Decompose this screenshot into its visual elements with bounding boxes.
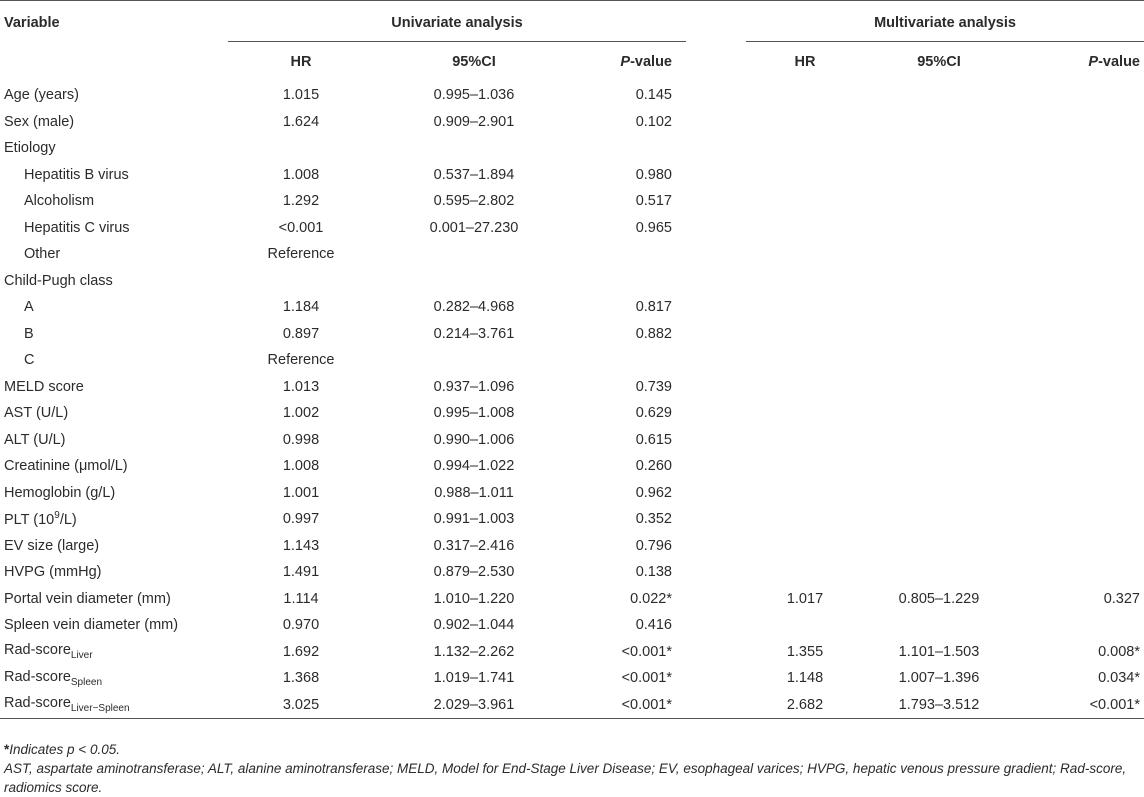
variable-cell: Rad-score$_{Spleen}$ (4, 668, 103, 688)
variable-cell: HVPG (mmHg) (4, 564, 102, 581)
variable-cell: Creatinine (μmol/L) (4, 458, 128, 475)
u-hr-cell: 0.998 (282, 431, 320, 448)
variable-cell: Rad-score$_{Liver}$ (4, 642, 93, 662)
u-ci-cell: 0.995–1.008 (433, 405, 515, 422)
m-p-cell (1014, 612, 1144, 639)
variable-cell: EV size (large) (4, 537, 100, 554)
u-hr-header: HR (228, 42, 374, 83)
m-p-cell: 0.327 (1103, 590, 1140, 607)
variable-header: Variable (4, 15, 60, 32)
u-hr-cell (228, 268, 374, 295)
u-ci-cell: 0.988–1.011 (434, 484, 514, 501)
m-hr-cell (746, 294, 864, 321)
m-hr-cell (746, 453, 864, 480)
table-row (0, 188, 1144, 215)
u-p-cell: 0.260 (635, 458, 672, 475)
u-ci-cell: 0.879–2.530 (433, 564, 515, 581)
m-hr-cell (746, 241, 864, 268)
spacer (686, 109, 746, 136)
m-p-cell (1014, 294, 1144, 321)
m-hr-cell (746, 188, 864, 215)
table-row (0, 612, 1144, 639)
m-ci-cell (864, 559, 1014, 586)
u-hr-cell: 0.970 (282, 617, 320, 634)
m-ci-cell (864, 374, 1014, 401)
m-p-cell (1014, 559, 1144, 586)
m-ci-cell (864, 533, 1014, 560)
u-hr-cell: 3.025 (282, 696, 320, 713)
variable-cell: PLT $(10^9/L)$ (4, 510, 77, 529)
table-row (0, 268, 1144, 295)
m-hr-cell (746, 506, 864, 533)
u-hr-cell: 1.008 (282, 166, 320, 183)
u-p-cell: 0.980 (635, 166, 672, 183)
u-ci-cell: 0.317–2.416 (433, 537, 515, 554)
table-row (0, 347, 1144, 374)
variable-cell: B (24, 325, 34, 342)
u-hr-cell (228, 135, 374, 162)
u-p-cell: 0.102 (635, 113, 672, 130)
u-hr-cell: 1.292 (282, 193, 320, 210)
m-ci-cell: 1.007–1.396 (898, 670, 980, 687)
m-p-cell (1014, 268, 1144, 295)
table-row (0, 162, 1144, 189)
variable-cell: Alcoholism (24, 193, 95, 210)
m-hr-cell (746, 109, 864, 136)
variable-cell: Sex (male) (4, 113, 75, 130)
u-hr-cell: 0.997 (282, 511, 320, 528)
variable-cell: Child-Pugh class (4, 272, 113, 289)
m-ci-cell (864, 400, 1014, 427)
table-row (0, 533, 1144, 560)
m-ci-cell (864, 268, 1014, 295)
m-hr-cell (746, 374, 864, 401)
spacer (686, 268, 746, 295)
spacer (686, 506, 746, 533)
variable-cell: ALT (U/L) (4, 431, 66, 448)
u-ci-cell (374, 241, 574, 268)
u-ci-cell: 1.010–1.220 (433, 590, 515, 607)
m-ci-cell (864, 427, 1014, 454)
u-p-cell (574, 241, 686, 268)
m-ci-cell (864, 109, 1014, 136)
variable-cell: AST (U/L) (4, 405, 69, 422)
spacer (686, 135, 746, 162)
spacer (686, 453, 746, 480)
m-p-cell (1014, 241, 1144, 268)
spacer (686, 347, 746, 374)
u-p-cell: 0.796 (635, 537, 672, 554)
spacer (686, 241, 746, 268)
u-p-cell: 0.817 (635, 299, 672, 316)
u-p-cell: 0.882 (635, 325, 672, 342)
u-ci-header: 95%CI (374, 42, 574, 83)
m-hr-cell (746, 533, 864, 560)
variable-cell: Hepatitis B virus (24, 166, 129, 183)
spacer (686, 559, 746, 586)
table-row (0, 559, 1144, 586)
m-p-cell (1014, 427, 1144, 454)
u-hr-cell: 1.184 (282, 299, 320, 316)
m-ci-cell (864, 162, 1014, 189)
m-hr-cell (746, 400, 864, 427)
u-hr-cell: 1.015 (282, 87, 320, 104)
univariate-header: Univariate analysis (391, 15, 523, 31)
spacer (686, 188, 746, 215)
u-ci-cell: 0.214–3.761 (433, 325, 515, 342)
table-row (0, 321, 1144, 348)
header-row-columns (0, 42, 1144, 83)
m-p-cell (1014, 480, 1144, 507)
spacer (686, 427, 746, 454)
variable-cell: Age (years) (4, 87, 79, 104)
variable-cell: Other (24, 246, 61, 263)
m-hr-cell (746, 321, 864, 348)
u-p-cell: 0.739 (635, 378, 672, 395)
u-ci-cell: 0.991–1.003 (433, 511, 515, 528)
spacer (686, 612, 746, 639)
variable-cell: C (24, 352, 35, 369)
spacer (686, 400, 746, 427)
u-p-cell: 0.629 (635, 405, 672, 422)
u-p-cell: 0.965 (635, 219, 672, 236)
header-row-groups (0, 1, 1144, 42)
variable-cell: Rad-score$_{Liver-Spleen}$ (4, 695, 130, 715)
u-ci-cell: 0.937–1.096 (433, 378, 515, 395)
variable-cell: Hemoglobin (g/L) (4, 484, 116, 501)
m-p-cell (1014, 400, 1144, 427)
m-hr-cell (746, 347, 864, 374)
m-hr-cell (746, 268, 864, 295)
u-ci-cell: 0.902–1.044 (433, 617, 515, 634)
u-ci-cell: 0.537–1.894 (433, 166, 515, 183)
u-p-cell: 0.416 (635, 617, 672, 634)
m-p-header: P-value (1014, 42, 1144, 83)
m-p-cell (1014, 347, 1144, 374)
u-p-cell: <0.001* (621, 670, 672, 687)
m-ci-cell (864, 135, 1014, 162)
m-ci-cell (864, 241, 1014, 268)
spacer (686, 321, 746, 348)
m-hr-cell (746, 215, 864, 242)
u-hr-cell: 1.002 (282, 405, 320, 422)
u-p-cell (574, 347, 686, 374)
m-hr-cell (746, 427, 864, 454)
u-p-cell: 0.138 (635, 564, 672, 581)
spacer (686, 480, 746, 507)
table-row (0, 480, 1144, 507)
m-p-cell: <0.001* (1089, 696, 1140, 713)
m-ci-cell (864, 294, 1014, 321)
table-row (0, 453, 1144, 480)
m-hr-cell: 1.148 (786, 670, 824, 687)
abbreviations-note: AST, aspartate aminotransferase; ALT, alanine aminotransferase; MELD, Model for End-Stage Liver Disease; EV, esophageal varices; HVPG, hepatic venous pressure gradient; Rad-score, radiomics score. (4, 761, 1127, 795)
m-ci-cell (864, 506, 1014, 533)
table-row (0, 506, 1144, 533)
u-ci-cell: 0.595–2.802 (433, 193, 515, 210)
u-hr-cell: Reference (267, 246, 335, 263)
u-p-cell (574, 268, 686, 295)
spacer (686, 665, 746, 692)
u-hr-cell: <0.001 (278, 219, 324, 236)
spacer (686, 692, 746, 719)
m-hr-cell: 1.355 (786, 643, 824, 660)
m-p-cell: 0.008* (1098, 643, 1140, 660)
table-row (0, 400, 1144, 427)
variable-cell: Portal vein diameter (mm) (4, 590, 171, 607)
table-row (0, 692, 1144, 719)
u-hr-cell: 1.491 (282, 564, 320, 581)
m-p-cell (1014, 506, 1144, 533)
table-row (0, 639, 1144, 666)
table-row (0, 82, 1144, 109)
u-ci-cell (374, 135, 574, 162)
spacer (686, 374, 746, 401)
m-hr-cell (746, 82, 864, 109)
u-hr-cell: 1.114 (283, 590, 319, 607)
u-p-cell: 0.615 (635, 431, 672, 448)
m-hr-cell (746, 612, 864, 639)
multivariate-header: Multivariate analysis (874, 15, 1016, 31)
m-hr-cell (746, 135, 864, 162)
m-p-cell: 0.034* (1098, 670, 1140, 687)
spacer (686, 639, 746, 666)
m-p-cell (1014, 109, 1144, 136)
u-ci-cell: 0.909–2.901 (433, 113, 515, 130)
u-hr-cell: 1.008 (282, 458, 320, 475)
m-ci-cell: 0.805–1.229 (898, 590, 980, 607)
m-p-cell (1014, 321, 1144, 348)
m-p-cell (1014, 453, 1144, 480)
u-p-cell: 0.022* (630, 590, 672, 607)
variable-cell: Etiology (4, 140, 56, 157)
m-ci-cell (864, 215, 1014, 242)
u-hr-cell: 1.368 (282, 670, 320, 687)
m-ci-cell (864, 82, 1014, 109)
u-p-cell: 0.145 (635, 87, 672, 104)
m-ci-cell (864, 321, 1014, 348)
u-ci-cell: 0.994–1.022 (433, 458, 515, 475)
m-p-cell (1014, 533, 1144, 560)
m-ci-cell (864, 612, 1014, 639)
table-row (0, 109, 1144, 136)
u-ci-cell (374, 347, 574, 374)
u-hr-cell: 1.013 (282, 378, 320, 395)
table-row (0, 586, 1144, 613)
table-footnotes (4, 740, 1134, 797)
m-hr-header: HR (746, 42, 864, 83)
m-p-cell (1014, 188, 1144, 215)
spacer (686, 162, 746, 189)
m-hr-cell: 1.017 (786, 590, 824, 607)
m-hr-cell (746, 162, 864, 189)
table-row (0, 427, 1144, 454)
m-ci-cell (864, 480, 1014, 507)
m-p-cell (1014, 215, 1144, 242)
u-p-header: P-value (574, 42, 686, 83)
table-body (0, 82, 1144, 719)
variable-cell: MELD score (4, 378, 84, 395)
spacer (686, 215, 746, 242)
u-ci-cell (374, 268, 574, 295)
u-p-cell (574, 135, 686, 162)
spacer (686, 586, 746, 613)
spacer (686, 82, 746, 109)
table-row (0, 135, 1144, 162)
m-p-cell (1014, 374, 1144, 401)
m-p-cell (1014, 135, 1144, 162)
variable-cell: Spleen vein diameter (mm) (4, 617, 179, 634)
u-hr-cell: 1.624 (282, 113, 320, 130)
u-hr-cell: 1.692 (282, 643, 320, 660)
u-p-cell: 0.517 (635, 193, 672, 210)
variable-cell: Hepatitis C virus (24, 219, 130, 236)
u-ci-cell: 0.282–4.968 (433, 299, 515, 316)
u-p-cell: 0.962 (635, 484, 672, 501)
m-ci-header: 95%CI (864, 42, 1014, 83)
table-row (0, 374, 1144, 401)
spacer (686, 533, 746, 560)
u-ci-cell: 1.132–2.262 (433, 643, 515, 660)
u-p-cell: <0.001* (621, 643, 672, 660)
m-hr-cell (746, 559, 864, 586)
m-ci-cell: 1.101–1.503 (898, 643, 980, 660)
table-row (0, 665, 1144, 692)
significance-note: *Indicates p < 0.05. (4, 742, 120, 757)
m-hr-cell (746, 480, 864, 507)
u-hr-cell: 1.001 (282, 484, 320, 501)
m-p-cell (1014, 82, 1144, 109)
table-row (0, 241, 1144, 268)
table-row (0, 215, 1144, 242)
u-ci-cell: 2.029–3.961 (433, 696, 515, 713)
u-ci-cell: 0.995–1.036 (433, 87, 515, 104)
m-ci-cell (864, 188, 1014, 215)
variable-cell: A (24, 299, 34, 316)
m-ci-cell: 1.793–3.512 (898, 696, 980, 713)
m-ci-cell (864, 453, 1014, 480)
u-ci-cell: 0.001–27.230 (429, 219, 519, 236)
u-p-cell: 0.352 (635, 511, 672, 528)
u-ci-cell: 0.990–1.006 (433, 431, 515, 448)
u-hr-cell: 0.897 (282, 325, 320, 342)
u-hr-cell: 1.143 (282, 537, 320, 554)
spacer (686, 294, 746, 321)
m-hr-cell: 2.682 (786, 696, 824, 713)
u-ci-cell: 1.019–1.741 (433, 670, 515, 687)
u-p-cell: <0.001* (621, 696, 672, 713)
table-row (0, 294, 1144, 321)
m-ci-cell (864, 347, 1014, 374)
u-hr-cell: Reference (267, 352, 335, 369)
m-p-cell (1014, 162, 1144, 189)
